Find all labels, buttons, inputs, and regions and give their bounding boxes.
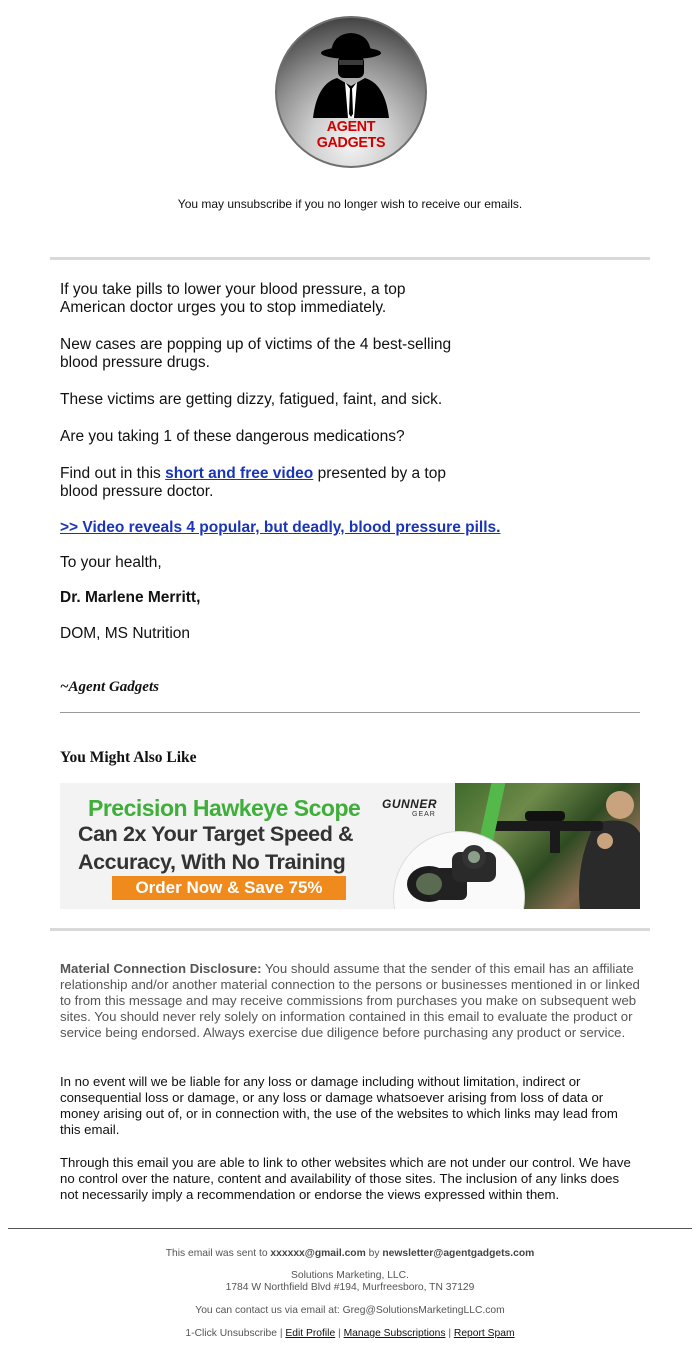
sent-to-pre: This email was sent to (165, 1248, 271, 1259)
contact-line: You can contact us via email at: Greg@SolutionsMarketingLLC.com (195, 1305, 505, 1316)
report-spam-link[interactable]: Report Spam (453, 1328, 515, 1339)
one-click-unsubscribe[interactable]: 1-Click Unsubscribe (185, 1328, 277, 1339)
banner-subhead-line-1: Can 2x Your Target Speed & (78, 822, 354, 846)
logo-line-2: GADGETS (316, 134, 386, 151)
signoff: ~Agent Gadgets (60, 679, 159, 695)
signature-divider (60, 712, 640, 713)
company-address: 1784 W Northfield Blvd #194, Murfreesboro, TN 37129 (225, 1282, 475, 1293)
footer-links (0, 1328, 700, 1339)
agent-gadgets-logo (275, 16, 427, 168)
video-cta-link[interactable]: >> Video reveals 4 popular, but deadly, blood pressure pills. (60, 519, 501, 536)
gunner-gear-brand: GUNNER (382, 797, 438, 811)
header-divider (50, 257, 650, 260)
recipient-email: xxxxxx@gmail.com (270, 1248, 366, 1259)
disclosure-label: Material Connection Disclosure: (60, 961, 262, 976)
short-free-video-link[interactable]: short and free video (165, 465, 314, 482)
banner-subhead-line-2: Accuracy, With No Training (78, 850, 346, 874)
paragraph-1: If you take pills to lower your blood pressure, a top American doctor urges you to stop immediately. (60, 281, 406, 316)
footer-divider (8, 1228, 692, 1229)
paragraph-2: New cases are popping up of victims of the 4 best-selling blood pressure drugs. (60, 336, 452, 371)
ad-divider (50, 928, 650, 931)
banner-subhead (78, 820, 353, 876)
order-now-button[interactable]: Order Now & Save 75% (112, 876, 346, 900)
unsubscribe-note: You may unsubscribe if you no longer wish to receive our emails. (177, 197, 523, 211)
spy-figure-icon (301, 26, 401, 126)
paragraph-5 (60, 465, 470, 501)
scope-product-image (393, 831, 525, 909)
footer-sep-1: | (276, 1328, 286, 1339)
liability-notice: In no event will we be liable for any loss or damage including without limitation, indirect or consequential loss or damage, or any loss or damage whatsoever arising from loss of data or money arising out of, or in connection with, the use of the websites to which links may lead from this email. (60, 1074, 618, 1137)
signer-name: Dr. Marlene Merritt, (60, 589, 201, 606)
gunner-gear-brand-sub: GEAR (412, 811, 436, 818)
hawkeye-scope-ad-banner[interactable] (60, 783, 640, 909)
sender-email: newsletter@agentgadgets.com (382, 1248, 535, 1259)
banner-headline: Precision Hawkeye Scope (88, 795, 361, 821)
edit-profile-link[interactable]: Edit Profile (285, 1328, 336, 1339)
also-like-heading: You Might Also Like (60, 749, 197, 766)
closing-line: To your health, (60, 554, 162, 571)
material-disclosure (60, 961, 640, 1041)
disclosure-text: You should assume that the sender of this email has an affiliate relationship and/or another material connection to the persons or businesses mentioned in or linked to from this message and may receive commissions from purchases you make on subsequent web sites. You should never rely solely on information contained in this email to evaluate the product or service being endorsed. Always exercise due diligence before purchasing any product or service. (60, 961, 640, 1040)
logo-line-1: AGENT (326, 118, 376, 135)
company-name: Solutions Marketing, LLC. (291, 1270, 409, 1281)
logo-badge (275, 16, 427, 168)
footer-sep-3: | (445, 1328, 454, 1339)
external-links-notice: Through this email you are able to link to other websites which are not under our control. We have no control over the nature, content and availability of those sites. The inclusion of any links does not necessarily imply a recommendation or endorse the views expressed within them. (60, 1155, 631, 1202)
paragraph-3: These victims are getting dizzy, fatigued, faint, and sick. (60, 391, 443, 408)
sent-to-line (0, 1248, 700, 1259)
paragraph-5-text: Find out in this (60, 465, 166, 482)
manage-subscriptions-link[interactable]: Manage Subscriptions (343, 1328, 446, 1339)
footer-sep-2: | (335, 1328, 344, 1339)
signer-credentials: DOM, MS Nutrition (60, 625, 191, 642)
red-dot-scope-icon (394, 832, 524, 909)
logo-wordmark (281, 119, 422, 151)
paragraph-5-text-end: presented by a top blood pressure doctor. (60, 465, 446, 500)
sent-to-mid: by (365, 1248, 383, 1259)
paragraph-4: Are you taking 1 of these dangerous medications? (60, 428, 405, 445)
